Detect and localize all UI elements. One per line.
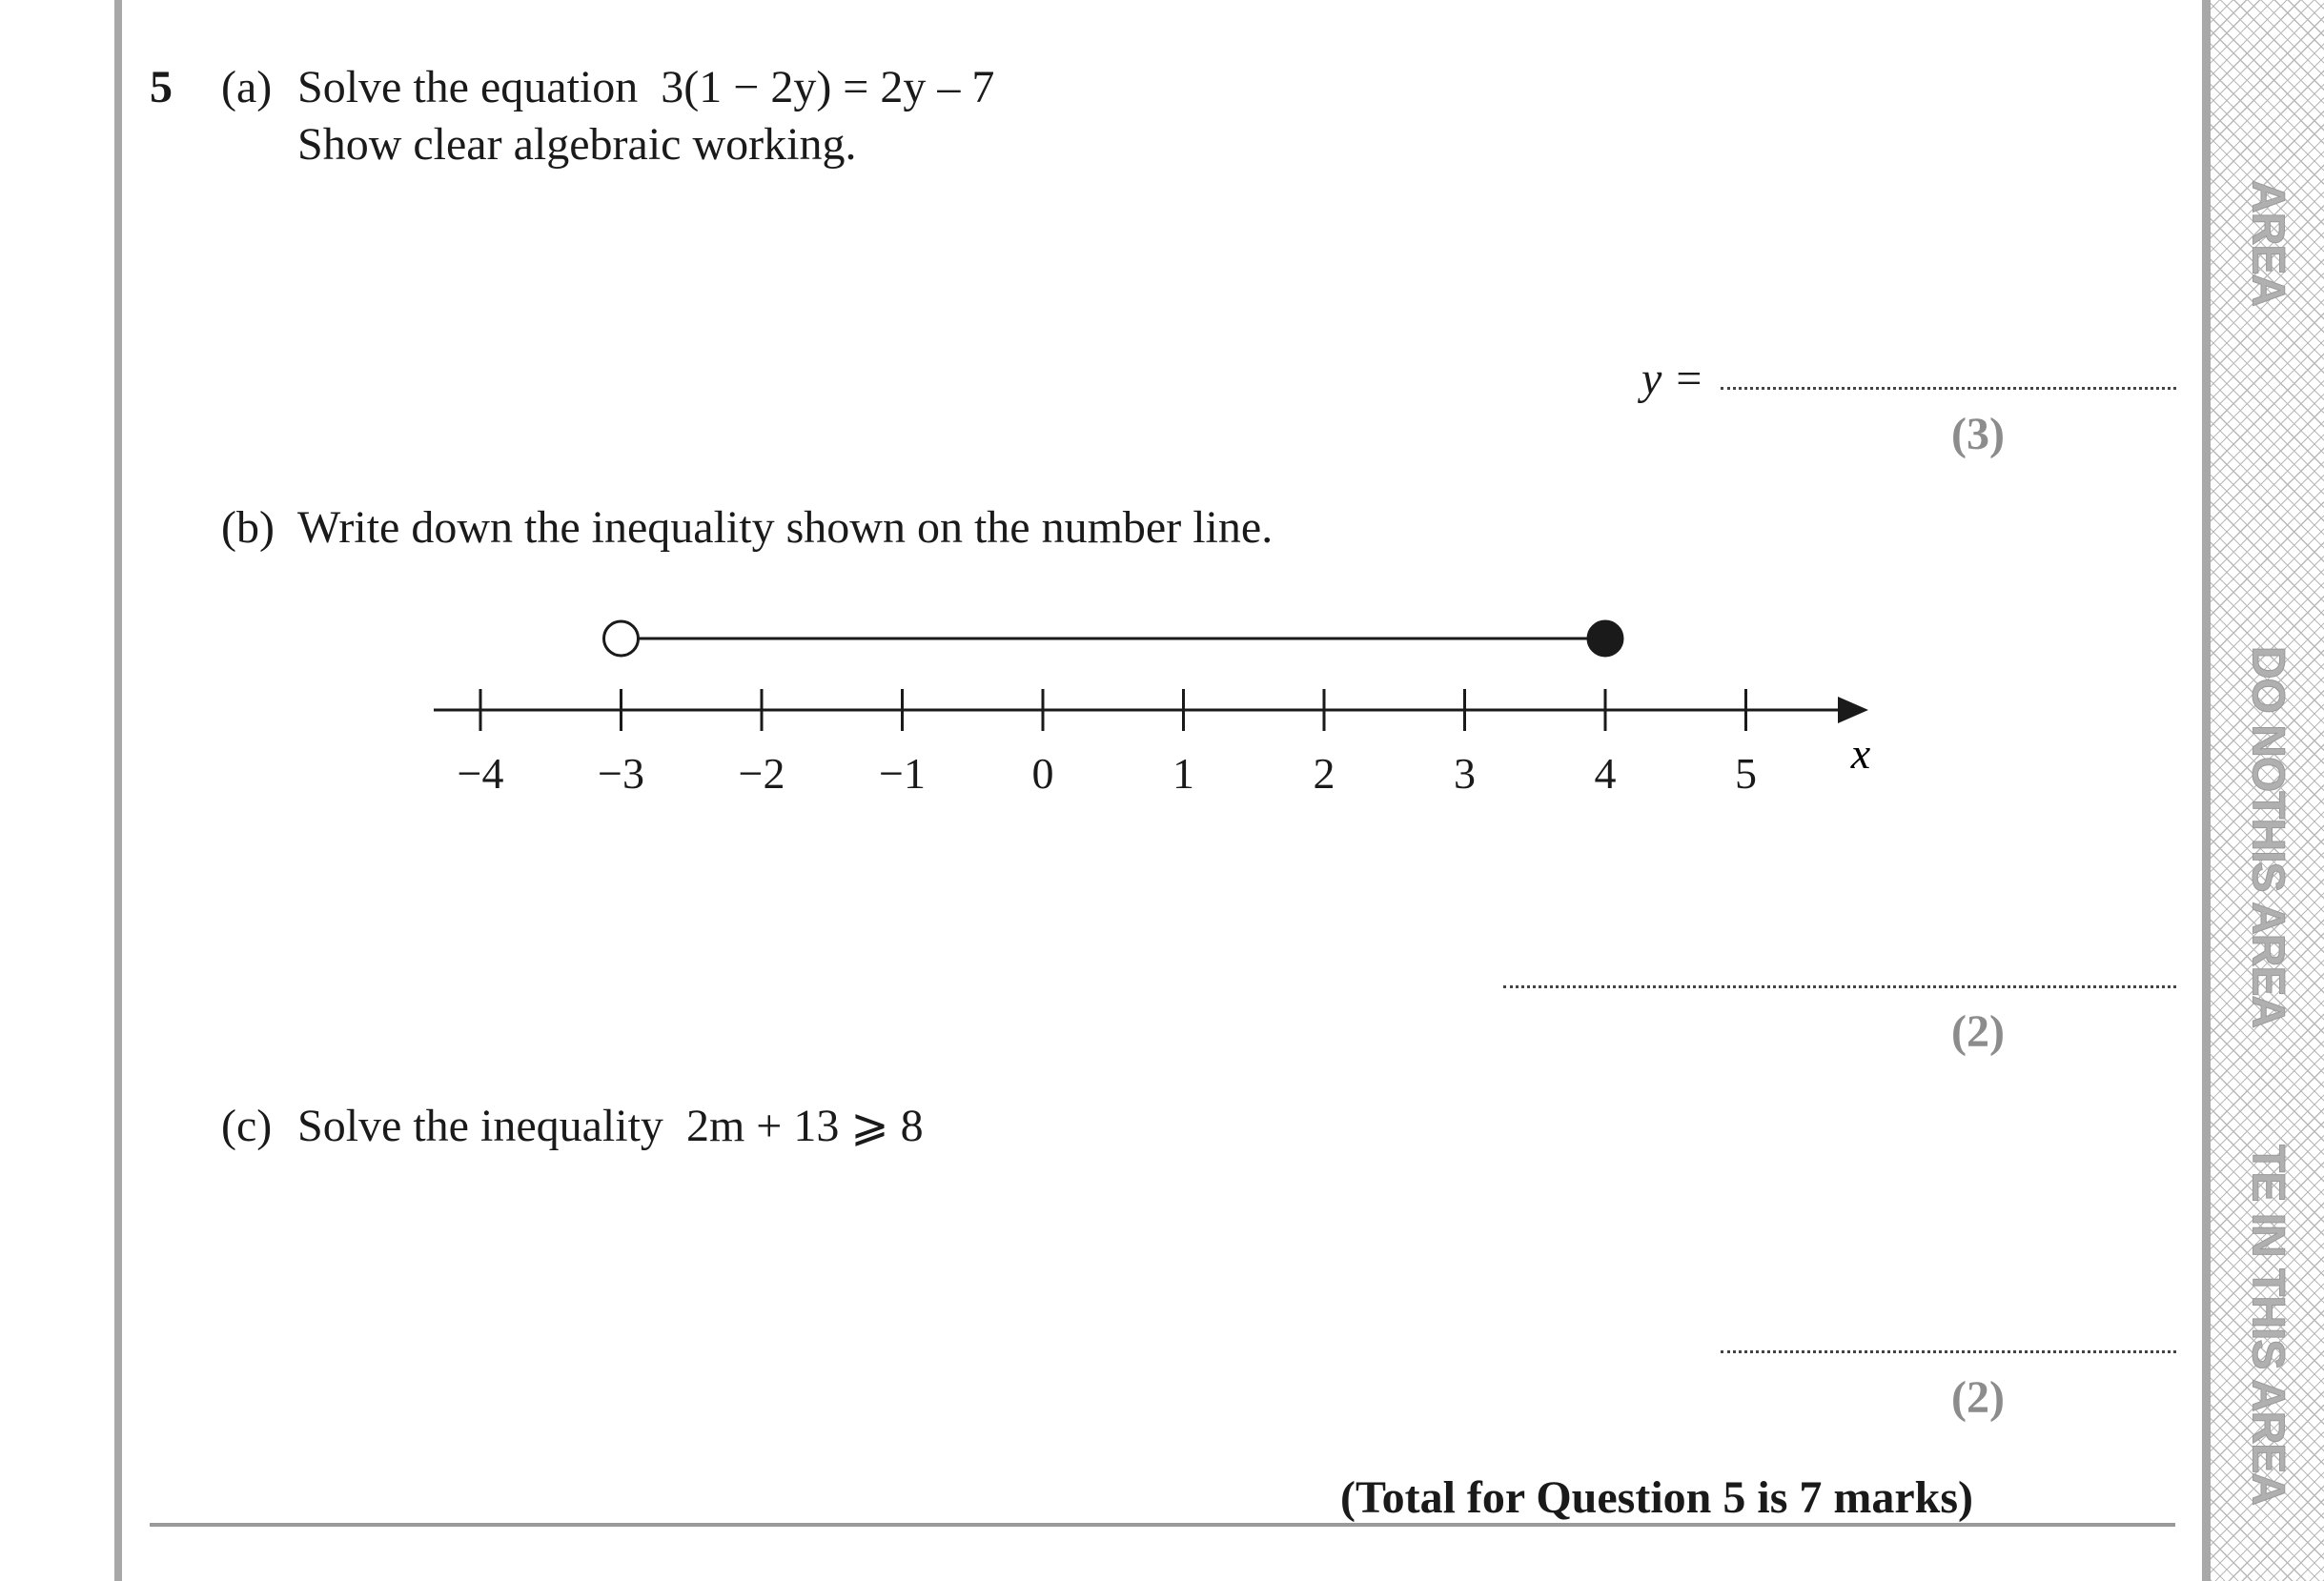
tick-label: 4 (1594, 749, 1617, 798)
number-line-arrowhead (1838, 697, 1868, 723)
axis-label-x: x (1850, 729, 1871, 778)
part-a-marks: (3) (1951, 409, 2005, 459)
part-c-prompt-text: Solve the inequality (297, 1101, 663, 1151)
tick-label: −4 (457, 749, 504, 798)
part-a-label: (a) (221, 62, 273, 112)
part-a-instruction: Show clear algebraic working. (297, 119, 857, 170)
part-b-marks: (2) (1951, 1006, 2005, 1057)
part-b-answer-line[interactable] (1503, 985, 2176, 988)
part-a-equation: 3(1 − 2y) = 2y – 7 (661, 62, 995, 112)
part-b-prompt: Write down the inequality shown on the number line. (297, 502, 1274, 553)
tick-label: 2 (1313, 749, 1335, 798)
tick-label: 0 (1031, 749, 1054, 798)
margin-label-write: TE IN THIS AREA (2242, 1145, 2293, 1505)
tick-label: −2 (738, 749, 785, 798)
part-c-label: (c) (221, 1101, 273, 1151)
part-a-prompt-text: Solve the equation (297, 62, 639, 112)
question-total: (Total for Question 5 is 7 marks) (1340, 1472, 1974, 1523)
tick-label: −3 (598, 749, 644, 798)
part-a-answer-prefix: y = (1641, 354, 1704, 404)
tick-label: −1 (879, 749, 926, 798)
part-c-prompt (297, 1101, 924, 1151)
tick-label: 1 (1172, 749, 1194, 798)
part-c-inequality: 2m + 13 ⩾ 8 (685, 1101, 924, 1151)
part-c-answer-line[interactable] (1721, 1350, 2176, 1353)
margin-label-area: AREA (2242, 179, 2293, 307)
part-c-marks: (2) (1951, 1372, 2005, 1423)
tick-label: 5 (1735, 749, 1757, 798)
interval-start-open-circle (604, 621, 639, 656)
margin-label-do-not: DO NOTHIS AREA (2242, 645, 2293, 1028)
question-end-rule (150, 1523, 2175, 1527)
interval-end-closed-circle (1588, 621, 1622, 656)
tick-label: 3 (1454, 749, 1476, 798)
part-b-label: (b) (221, 502, 275, 553)
question-number: 5 (150, 62, 173, 112)
